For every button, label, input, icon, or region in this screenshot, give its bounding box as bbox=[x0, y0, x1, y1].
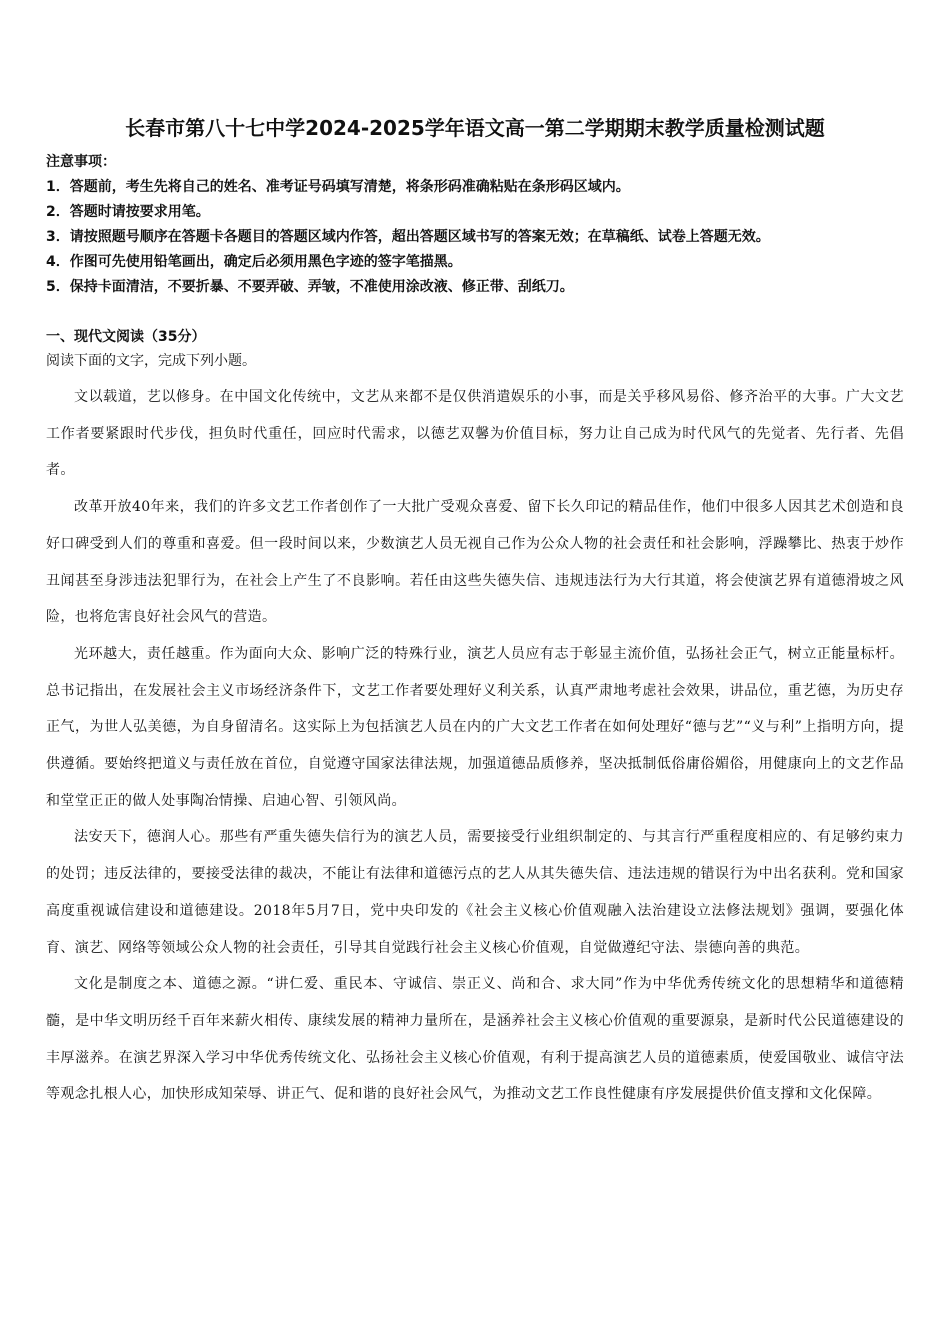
passage-paragraph: 文化是制度之本、道德之源。“讲仁爱、重民本、守诚信、崇正义、尚和合、求大同”作为中华优秀传统文化的思想精华和道德精髓，是中华文明历经千百年来薪火相传、康续发展的精神力量所在，是涵养社会主义核心价值观的重要源泉，是新时代公民道德建设的丰厚滋养。在演艺界深入学习中华优秀传统文化、弘扬社会主义核心价值观，有利于提高演艺人员的道德素质，使爱国敬业、诚信守法等观念扎根人心，加快形成知荣辱、讲正气、促和谐的良好社会风气，为推动文艺工作良性健康有序发展提供价值支撑和文化保障。 bbox=[46, 976, 904, 1103]
notes-heading: 注意事项： bbox=[46, 154, 116, 170]
note-item: 5．保持卡面清洁，不要折暴、不要弄破、弄皱，不准使用涂改液、修正带、刮纸刀。 bbox=[46, 279, 574, 295]
passage-paragraph: 文以载道，艺以修身。在中国文化传统中，文艺从来都不是仅供消遣娱乐的小事，而是关乎移风易俗、修齐治平的大事。广大文艺工作者要紧跟时代步伐，担负时代重任，回应时代需求，以德艺双馨为价值目标，努力让自己成为时代风气的先觉者、先行者、先倡者。 bbox=[46, 389, 904, 479]
passage-paragraph: 法安天下，德润人心。那些有严重失德失信行为的演艺人员，需要接受行业组织制定的、与其言行严重程度相应的、有足够约束力的处罚；违反法律的，要接受法律的裁决，不能让有法律和道德污点的艺人从其失德失信、违法违规的错误行为中出名获利。党和国家高度重视诚信建设和道德建设。2018年5月7日，党中央印发的《社会主义核心价值观融入法治建设立法修法规划》强调，要强化体育、演艺、网络等领域公众人物的社会责任，引导其自觉践行社会主义核心价值观，自觉做遵纪守法、崇德向善的典范。 bbox=[46, 829, 904, 956]
note-item: 4．作图可先使用铅笔画出，确定后必须用黑色字迹的签字笔描黑。 bbox=[46, 254, 462, 270]
reading-instruction: 阅读下面的文字，完成下列小题。 bbox=[46, 353, 256, 369]
note-item: 2．答题时请按要求用笔。 bbox=[46, 204, 210, 220]
section-heading: 一、现代文阅读（35分） bbox=[46, 329, 206, 345]
passage-paragraph: 改革开放40年来，我们的许多文艺工作者创作了一大批广受观众喜爱、留下长久印记的精品佳作，他们中很多人因其艺术创造和良好口碑受到人们的尊重和喜爱。但一段时间以来，少数演艺人员无视自己作为公众人物的社会责任和社会影响，浮躁攀比、热衷于炒作丑闻甚至身涉违法犯罪行为，在社会上产生了不良影响。若任由这些失德失信、违规违法行为大行其道，将会使演艺界有道德滑坡之风险，也将危害良好社会风气的营造。 bbox=[46, 499, 904, 626]
reading-passage bbox=[46, 379, 904, 1113]
passage-paragraph: 光环越大，责任越重。作为面向大众、影响广泛的特殊行业，演艺人员应有志于彰显主流价值，弘扬社会正气，树立正能量标杆。总书记指出，在发展社会主义市场经济条件下，文艺工作者要处理好义利关系，认真严肃地考虑社会效果，讲品位，重艺德，为历史存正气，为世人弘美德，为自身留清名。这实际上为包括演艺人员在内的广大文艺工作者在如何处理好“德与艺”“义与利”上指明方向，提供遵循。要始终把道义与责任放在首位，自觉遵守国家法律法规，加强道德品质修养，坚决抵制低俗庸俗媚俗，用健康向上的文艺作品和堂堂正正的做人处事陶冶情操、启迪心智、引领风尚。 bbox=[46, 645, 904, 809]
notes-block bbox=[46, 150, 916, 300]
page-title: 长春市第八十七中学2024-2025学年语文高一第二学期期末教学质量检测试题 bbox=[125, 116, 825, 140]
note-item: 1．答题前，考生先将自己的姓名、准考证号码填写清楚，将条形码准确粘贴在条形码区域内。 bbox=[46, 179, 630, 195]
note-item: 3．请按照题号顺序在答题卡各题目的答题区域内作答，超出答题区域书写的答案无效；在草稿纸、试卷上答题无效。 bbox=[46, 229, 770, 245]
